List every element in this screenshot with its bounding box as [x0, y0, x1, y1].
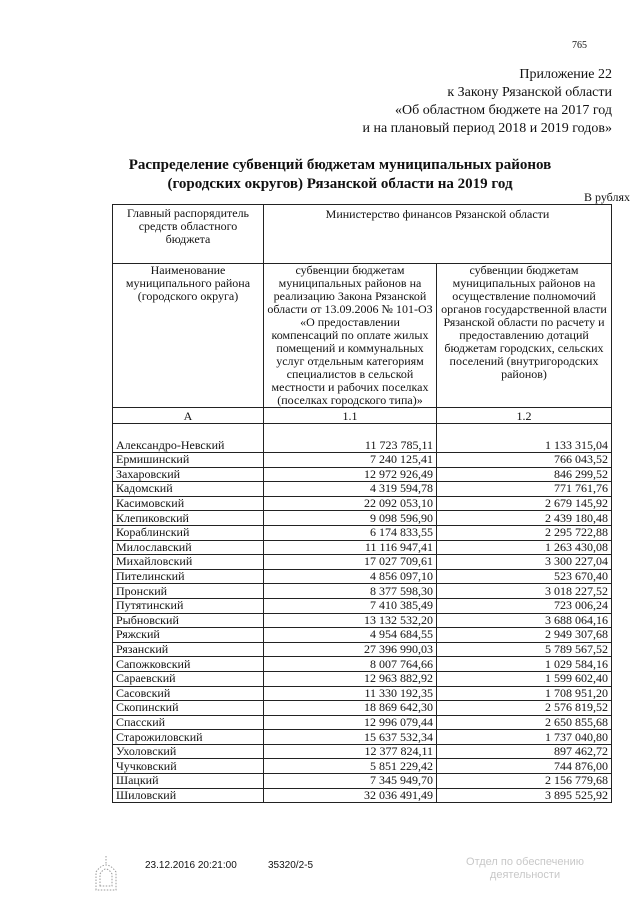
value-1-1-cell: 6 174 833,55 — [264, 525, 437, 540]
header-col1-description: субвенции бюджетам муниципальных районов на реализацию Закона Рязанской области от 13.09.2006 № 101-ОЗ «О предоставлении компенсаций по оплате жилых помещений и коммунальных услуг отдельным категориям специалистов в сельской местности и рабочих поселках (поселках городского типа)» — [264, 264, 437, 408]
district-name-cell: Касимовский — [113, 496, 264, 511]
district-name-cell: Пронский — [113, 584, 264, 599]
value-1-2-cell: 3 688 064,16 — [437, 613, 612, 628]
table-row — [113, 511, 612, 526]
district-name-cell: Клепиковский — [113, 511, 264, 526]
district-name-cell: Рыбновский — [113, 613, 264, 628]
value-1-2-cell: 2 576 819,52 — [437, 701, 612, 716]
subvention-table — [112, 204, 612, 803]
value-1-1-cell: 11 330 192,35 — [264, 686, 437, 701]
value-1-1-cell: 15 637 532,34 — [264, 730, 437, 745]
header-ministry: Министерство финансов Рязанской области — [264, 205, 612, 264]
value-1-1-cell: 18 869 642,30 — [264, 701, 437, 716]
value-1-1-cell: 11 116 947,41 — [264, 540, 437, 555]
table-row — [113, 584, 612, 599]
value-1-2-cell: 3 895 525,92 — [437, 788, 612, 803]
value-1-2-cell: 2 156 779,68 — [437, 774, 612, 789]
header-row-ministry — [113, 205, 612, 264]
value-1-2-cell: 1 737 040,80 — [437, 730, 612, 745]
table-row — [113, 671, 612, 686]
value-1-2-cell: 897 462,72 — [437, 744, 612, 759]
table-row — [113, 744, 612, 759]
table-row — [113, 453, 612, 468]
document-title — [100, 156, 580, 194]
table-row — [113, 657, 612, 672]
value-1-2-cell: 3 300 227,04 — [437, 555, 612, 570]
table-row — [113, 730, 612, 745]
value-1-1-cell: 17 027 709,61 — [264, 555, 437, 570]
table-row — [113, 598, 612, 613]
value-1-2-cell: 5 789 567,52 — [437, 642, 612, 657]
table-row — [113, 467, 612, 482]
value-1-1-cell: 12 963 882,92 — [264, 671, 437, 686]
district-name-cell: Пителинский — [113, 569, 264, 584]
table-body — [113, 205, 612, 803]
district-name-cell: Милославский — [113, 540, 264, 555]
header-admin-label: Главный распорядитель средств областного бюджета — [113, 205, 264, 264]
units-label: В рублях — [583, 190, 630, 204]
district-name-cell: Шиловский — [113, 788, 264, 803]
district-name-cell: Чучковский — [113, 759, 264, 774]
appendix-line-3: «Об областном бюджете на 2017 год — [395, 103, 612, 118]
value-1-1-cell: 8 007 764,66 — [264, 657, 437, 672]
header-col2-description: субвенции бюджетам муниципальных районов на осуществление полномочий органов государственной власти Рязанской области по расчету и предоставлению дотаций бюджетам городских, сельских поселений (внутригородских районов) — [437, 264, 612, 408]
title-line-1: Распределение субвенций бюджетам муниципальных районов — [128, 157, 552, 173]
table-row — [113, 555, 612, 570]
value-1-2-cell: 523 670,40 — [437, 569, 612, 584]
value-1-1-cell: 12 996 079,44 — [264, 715, 437, 730]
value-1-2-cell: 1 599 602,40 — [437, 671, 612, 686]
district-name-cell: Рязанский — [113, 642, 264, 657]
value-1-1-cell: 4 856 097,10 — [264, 569, 437, 584]
value-1-2-cell: 771 761,76 — [437, 482, 612, 497]
district-name-cell: Сасовский — [113, 686, 264, 701]
value-1-2-cell: 1 263 430,08 — [437, 540, 612, 555]
value-1-1-cell: 12 972 926,49 — [264, 467, 437, 482]
value-1-2-cell: 2 295 722,88 — [437, 525, 612, 540]
faint-stamp-text: Отдел по обеспечению деятельности — [466, 856, 584, 881]
header-row-description — [113, 264, 612, 408]
district-name-cell: Кораблинский — [113, 525, 264, 540]
value-1-2-cell: 846 299,52 — [437, 467, 612, 482]
table-row — [113, 424, 612, 453]
table-row — [113, 569, 612, 584]
table-row — [113, 482, 612, 497]
header-district-label: Наименование муниципального района (городского округа) — [113, 264, 264, 408]
value-1-2-cell: 723 006,24 — [437, 598, 612, 613]
header-row-codes — [113, 408, 612, 424]
district-name-cell: Михайловский — [113, 555, 264, 570]
table-row — [113, 628, 612, 643]
table-row — [113, 701, 612, 716]
value-1-1-cell: 7 345 949,70 — [264, 774, 437, 789]
table-row — [113, 525, 612, 540]
title-line-2: (городских округов) Рязанской области на 2019 год — [167, 176, 513, 192]
district-name-cell: Захаровский — [113, 467, 264, 482]
value-1-2-cell: 1 133 315,04 — [437, 424, 612, 453]
header-code-2: 1.2 — [437, 408, 612, 424]
appendix-line-1: Приложение 22 — [519, 67, 612, 82]
value-1-2-cell: 3 018 227,52 — [437, 584, 612, 599]
footer-doc-number: 35320/2-5 — [268, 860, 314, 871]
footer-timestamp: 23.12.2016 20:21:00 — [145, 860, 237, 871]
value-1-1-cell: 5 851 229,42 — [264, 759, 437, 774]
value-1-2-cell: 1 708 951,20 — [437, 686, 612, 701]
appendix-header — [362, 66, 612, 138]
district-name-cell: Шацкий — [113, 774, 264, 789]
district-name-cell: Старожиловский — [113, 730, 264, 745]
header-code-1: 1.1 — [264, 408, 437, 424]
table-row — [113, 613, 612, 628]
value-1-2-cell: 744 876,00 — [437, 759, 612, 774]
district-name-cell: Ряжский — [113, 628, 264, 643]
table-row — [113, 788, 612, 803]
value-1-2-cell: 2 439 180,48 — [437, 511, 612, 526]
value-1-1-cell: 22 092 053,10 — [264, 496, 437, 511]
value-1-1-cell: 7 240 125,41 — [264, 453, 437, 468]
value-1-1-cell: 8 377 598,30 — [264, 584, 437, 599]
page-number: 765 — [572, 40, 587, 51]
district-name-cell: Кадомский — [113, 482, 264, 497]
value-1-1-cell: 4 954 684,55 — [264, 628, 437, 643]
district-name-cell: Ермишинский — [113, 453, 264, 468]
district-name-cell: Путятинский — [113, 598, 264, 613]
table-row — [113, 540, 612, 555]
district-name-cell: Скопинский — [113, 701, 264, 716]
appendix-line-2: к Закону Рязанской области — [447, 85, 612, 100]
header-code-a: А — [113, 408, 264, 424]
value-1-1-cell: 32 036 491,49 — [264, 788, 437, 803]
appendix-line-4: и на плановый период 2018 и 2019 годов» — [362, 121, 612, 136]
table-row — [113, 715, 612, 730]
table-row — [113, 686, 612, 701]
value-1-1-cell: 7 410 385,49 — [264, 598, 437, 613]
value-1-1-cell: 12 377 824,11 — [264, 744, 437, 759]
table-row — [113, 774, 612, 789]
value-1-2-cell: 766 043,52 — [437, 453, 612, 468]
value-1-1-cell: 4 319 594,78 — [264, 482, 437, 497]
district-name-cell: Спасский — [113, 715, 264, 730]
table-row — [113, 642, 612, 657]
district-name-cell: Сапожковский — [113, 657, 264, 672]
table-row — [113, 496, 612, 511]
value-1-2-cell: 2 650 855,68 — [437, 715, 612, 730]
value-1-1-cell: 9 098 596,90 — [264, 511, 437, 526]
district-name-cell: Александро-Невский — [113, 424, 264, 453]
district-name-cell: Сараевский — [113, 671, 264, 686]
value-1-1-cell: 27 396 990,03 — [264, 642, 437, 657]
seal-icon — [92, 852, 120, 892]
district-name-cell: Ухоловский — [113, 744, 264, 759]
value-1-2-cell: 2 679 145,92 — [437, 496, 612, 511]
value-1-2-cell: 2 949 307,68 — [437, 628, 612, 643]
value-1-1-cell: 13 132 532,20 — [264, 613, 437, 628]
value-1-1-cell: 11 723 785,11 — [264, 424, 437, 453]
value-1-2-cell: 1 029 584,16 — [437, 657, 612, 672]
table-row — [113, 759, 612, 774]
